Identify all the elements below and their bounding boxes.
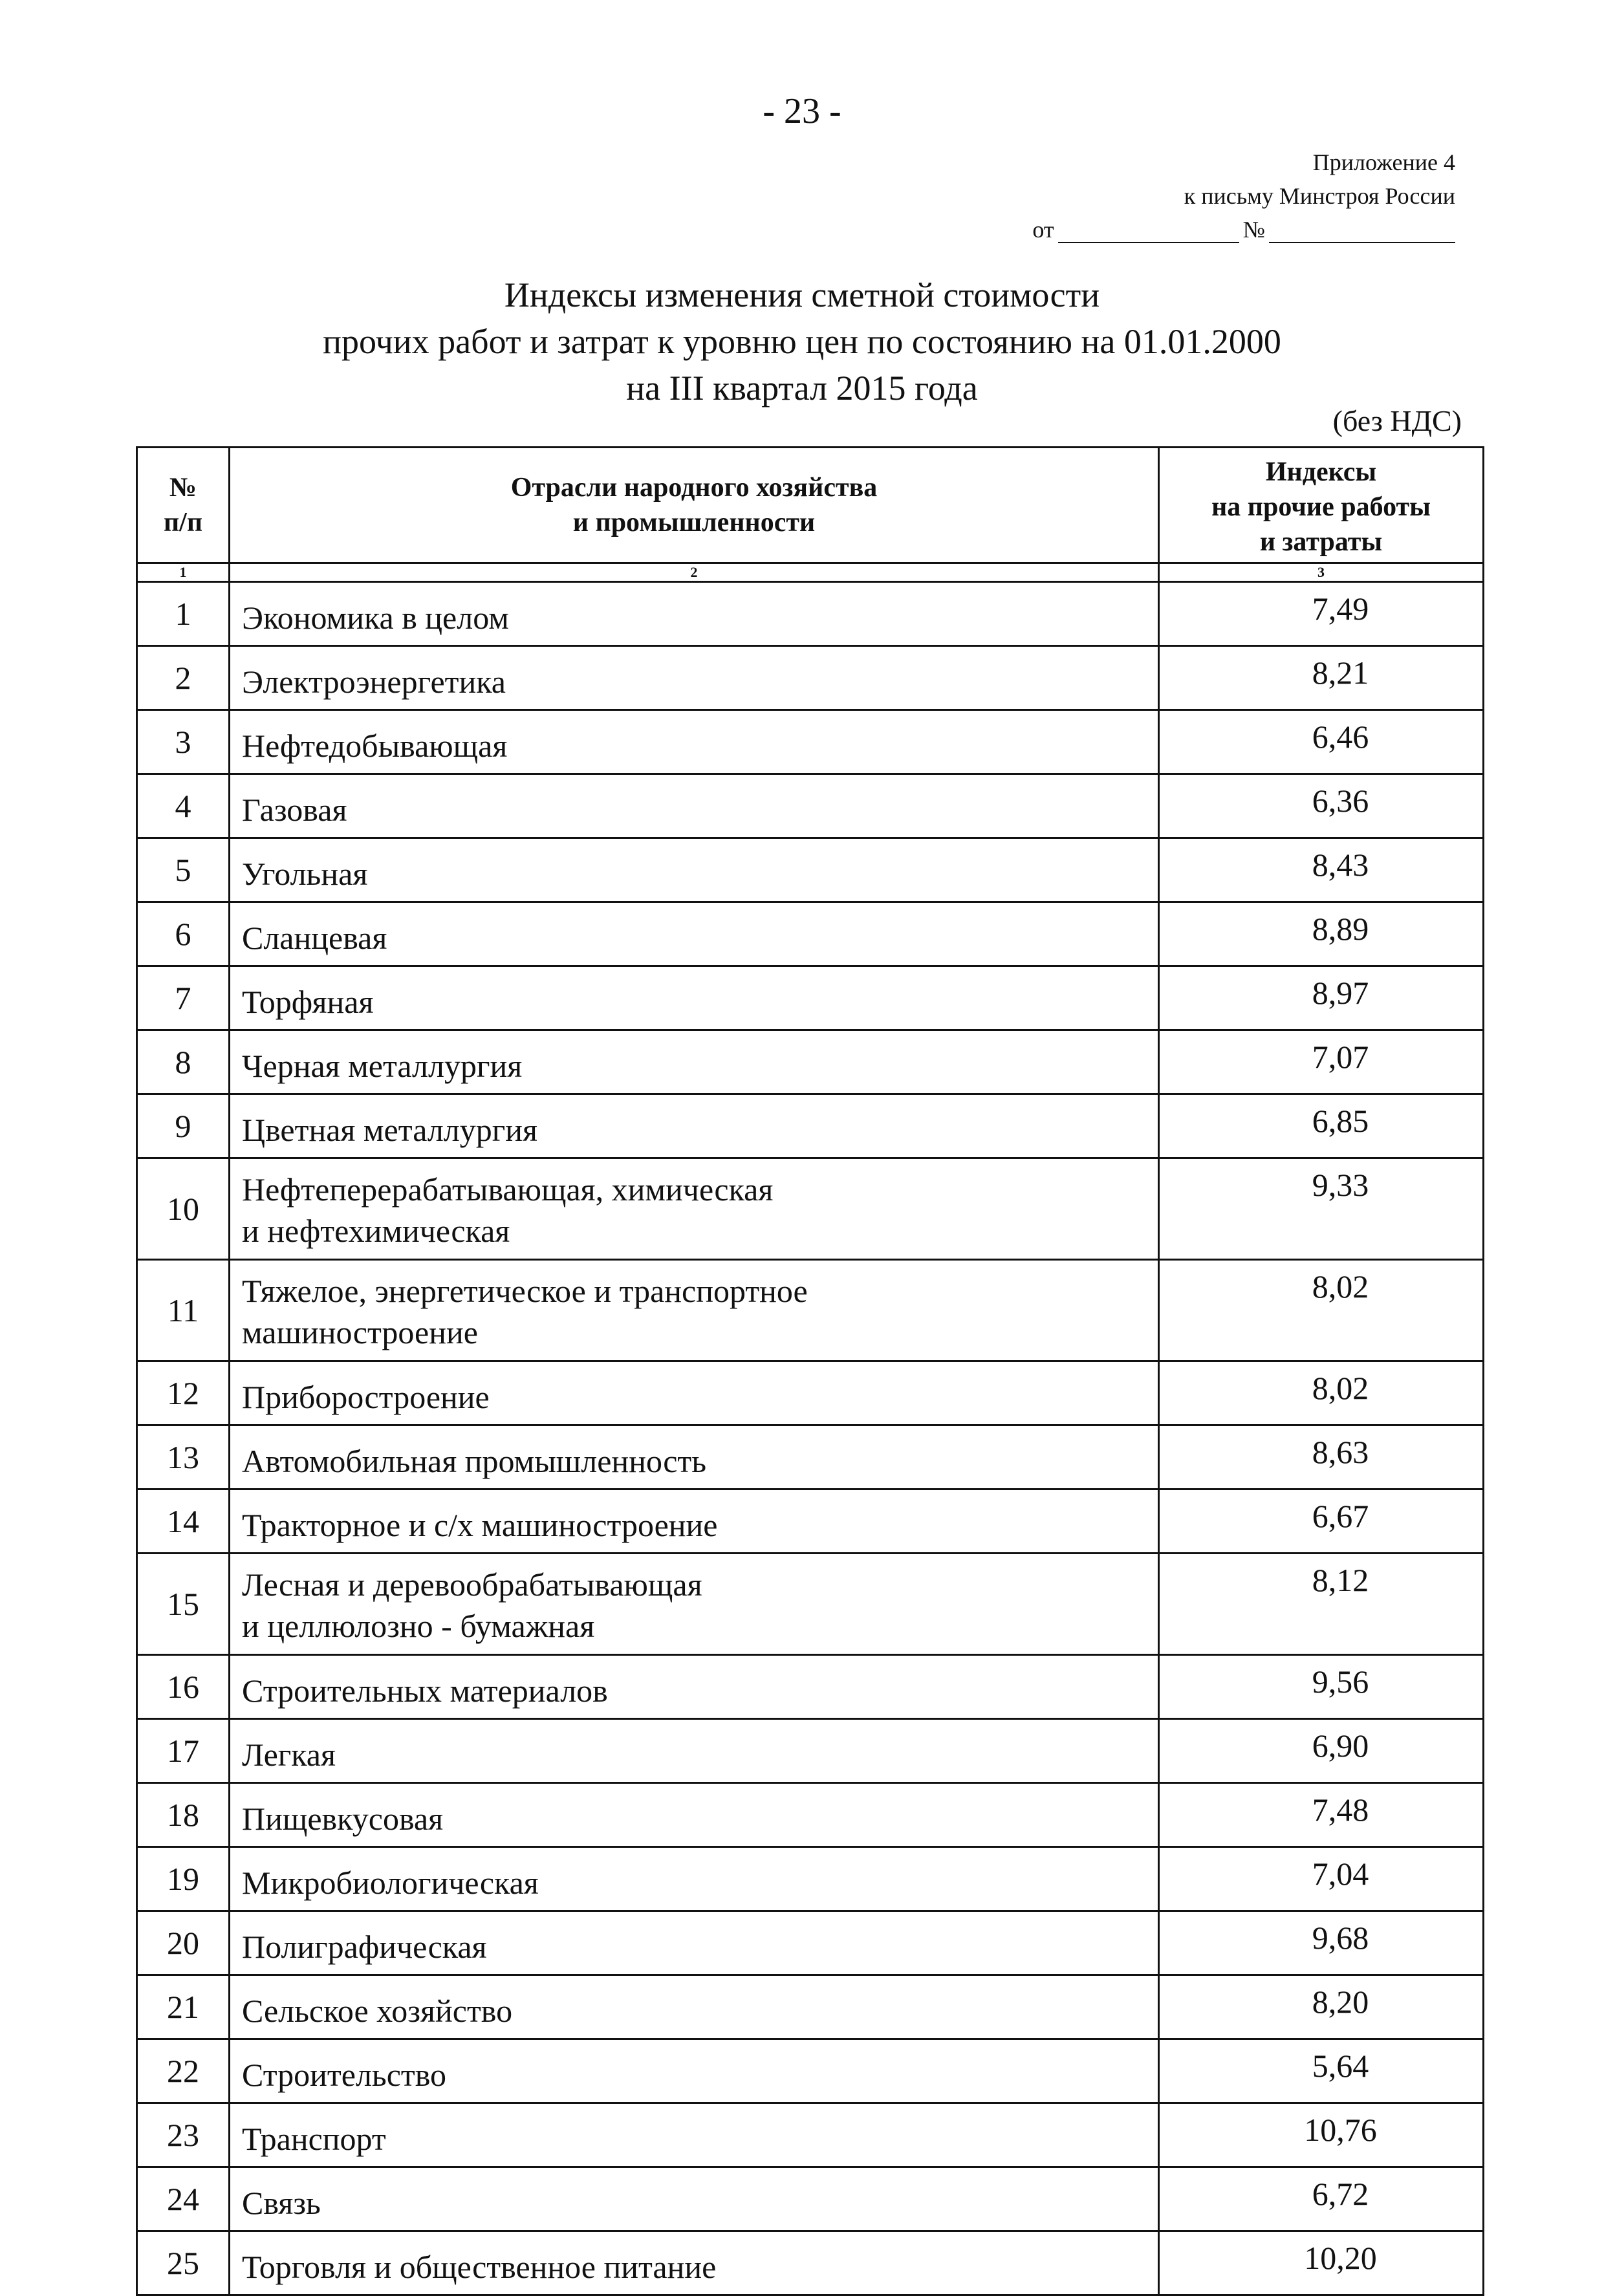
sector-name-line: Строительство [242,2057,447,2093]
table-row [137,646,1484,710]
index-value: 10,20 [1159,2231,1484,2295]
sector-name-line: Черная металлургия [242,1048,523,1084]
index-value: 9,68 [1159,1911,1484,1975]
table-header-row [137,448,1484,563]
index-value: 6,36 [1159,774,1484,838]
row-number: 5 [137,838,230,902]
page-number: - 23 - [763,91,841,131]
row-number: 1 [137,582,230,646]
sector-name-line: Сельское хозяйство [242,1993,513,2029]
table-row [137,902,1484,966]
index-value: 6,67 [1159,1489,1484,1554]
index-value: 6,72 [1159,2167,1484,2231]
index-value: 7,48 [1159,1783,1484,1847]
sector-name [230,1489,1159,1554]
row-number: 22 [137,2039,230,2103]
table-row [137,1030,1484,1094]
row-number: 11 [137,1260,230,1361]
sector-name-line: и целлюлозно - бумажная [242,1608,595,1644]
sector-name [230,2039,1159,2103]
table-row [137,1719,1484,1783]
index-value: 8,97 [1159,966,1484,1030]
sector-name [230,1719,1159,1783]
index-value: 7,04 [1159,1847,1484,1911]
row-number: 15 [137,1554,230,1655]
sector-name-line: Приборостроение [242,1379,490,1415]
table-row [137,1489,1484,1554]
appendix-label: Приложение 4 [1312,149,1455,175]
row-number: 21 [137,1975,230,2039]
from-label: от [1032,217,1054,243]
column-number: 1 [137,563,230,582]
table-row [137,1783,1484,1847]
sector-name [230,1030,1159,1094]
header-number-abbr: п/п [163,508,203,537]
table-row [137,1158,1484,1260]
sector-name-line: Лесная и деревообрабатывающая [242,1566,702,1603]
sector-name-line: Нефтедобывающая [242,728,508,764]
row-number: 10 [137,1158,230,1260]
table-row [137,838,1484,902]
sector-name [230,1361,1159,1425]
table-row [137,1094,1484,1158]
appendix-letter-ref: к письму Минстроя России [1184,183,1455,209]
sector-name [230,774,1159,838]
index-value: 8,21 [1159,646,1484,710]
row-number: 9 [137,1094,230,1158]
table-row [137,2231,1484,2295]
sector-name-line: Тракторное и с/х машиностроение [242,1507,718,1543]
header-index-line-1: Индексы [1265,457,1377,487]
index-value: 8,02 [1159,1260,1484,1361]
sector-name-line: Автомобильная промышленность [242,1443,707,1479]
sector-name [230,1911,1159,1975]
sector-name [230,838,1159,902]
sector-name-line: Электроэнергетика [242,664,506,700]
row-number: 7 [137,966,230,1030]
sector-name-line: Цветная металлургия [242,1112,538,1148]
appendix-date-number-line [1032,216,1455,243]
sector-name-line: Экономика в целом [242,600,509,636]
date-blank [1058,217,1239,243]
sector-name-line: Нефтеперерабатывающая, химическая [242,1171,774,1208]
row-number: 14 [137,1489,230,1554]
table-row [137,1260,1484,1361]
table-row [137,1847,1484,1911]
sector-name-line: Газовая [242,792,347,828]
sector-name [230,2103,1159,2167]
sector-name-line: Полиграфическая [242,1929,487,1965]
sector-name [230,1847,1159,1911]
number-blank [1269,217,1455,243]
sector-name [230,2167,1159,2231]
number-label: № [1242,217,1265,243]
sector-name-line: Сланцевая [242,920,387,956]
sector-name [230,1554,1159,1655]
row-number: 25 [137,2231,230,2295]
sector-name-line: Связь [242,2185,321,2221]
table-row [137,1361,1484,1425]
sector-name [230,1783,1159,1847]
column-number-row [137,563,1484,582]
header-index-line-3: и затраты [1259,527,1383,557]
index-value: 7,07 [1159,1030,1484,1094]
row-number: 20 [137,1911,230,1975]
table-row [137,2167,1484,2231]
sector-name-line: и нефтехимическая [242,1213,510,1249]
row-number: 17 [137,1719,230,1783]
table-row [137,966,1484,1030]
header-sector-line-1: Отрасли народного хозяйства [510,473,878,503]
sector-name [230,710,1159,774]
sector-name [230,902,1159,966]
sector-name [230,966,1159,1030]
index-value: 5,64 [1159,2039,1484,2103]
column-number: 2 [230,563,1159,582]
table-row [137,710,1484,774]
sector-name-line: Торфяная [242,984,374,1020]
header-sector [230,448,1159,563]
header-number-symbol: № [169,473,197,503]
row-number: 12 [137,1361,230,1425]
index-value: 7,49 [1159,582,1484,646]
sector-name-line: Угольная [242,856,368,892]
document-title-line-1: Индексы изменения сметной стоимости [504,276,1100,314]
document-title-line-3: на III квартал 2015 года [626,369,978,407]
sector-name-line: машиностроение [242,1314,478,1350]
header-index [1159,448,1484,563]
table-row [137,1554,1484,1655]
table-row [137,2103,1484,2167]
row-number: 23 [137,2103,230,2167]
row-number: 19 [137,1847,230,1911]
table-row [137,1911,1484,1975]
sector-name [230,2231,1159,2295]
sector-name-line: Легкая [242,1737,336,1773]
header-sector-line-2: и промышленности [572,508,816,537]
sector-name-line: Строительных материалов [242,1673,608,1709]
row-number: 4 [137,774,230,838]
index-value: 6,85 [1159,1094,1484,1158]
sector-name [230,1260,1159,1361]
sector-name [230,1425,1159,1489]
index-value: 8,12 [1159,1554,1484,1655]
row-number: 24 [137,2167,230,2231]
row-number: 2 [137,646,230,710]
index-value: 9,56 [1159,1655,1484,1719]
sector-name-line: Пищевкусовая [242,1801,444,1837]
sector-name [230,1975,1159,2039]
sector-name [230,582,1159,646]
index-value: 8,43 [1159,838,1484,902]
vat-note: (без НДС) [1332,404,1462,437]
table-row [137,582,1484,646]
sector-name [230,1655,1159,1719]
row-number: 13 [137,1425,230,1489]
sector-name [230,1158,1159,1260]
index-value: 6,46 [1159,710,1484,774]
header-index-line-2: на прочие работы [1211,492,1431,522]
index-value: 8,02 [1159,1361,1484,1425]
sector-name-line: Тяжелое, энергетическое и транспортное [242,1273,808,1309]
document-title-line-2: прочих работ и затрат к уровню цен по состоянию на 01.01.2000 [323,322,1281,361]
table-row [137,1975,1484,2039]
table-row [137,2039,1484,2103]
sector-name [230,646,1159,710]
sector-name-line: Микробиологическая [242,1865,539,1901]
index-table [136,446,1484,2296]
row-number: 16 [137,1655,230,1719]
header-number [137,448,230,563]
table-row [137,1425,1484,1489]
row-number: 18 [137,1783,230,1847]
index-value: 10,76 [1159,2103,1484,2167]
index-value: 8,20 [1159,1975,1484,2039]
row-number: 8 [137,1030,230,1094]
index-value: 6,90 [1159,1719,1484,1783]
sector-name [230,1094,1159,1158]
table-row [137,1655,1484,1719]
index-value: 8,89 [1159,902,1484,966]
column-number: 3 [1159,563,1484,582]
sector-name-line: Торговля и общественное питание [242,2249,717,2285]
index-value: 8,63 [1159,1425,1484,1489]
table-row [137,774,1484,838]
sector-name-line: Транспорт [242,2121,386,2157]
row-number: 6 [137,902,230,966]
index-value: 9,33 [1159,1158,1484,1260]
row-number: 3 [137,710,230,774]
